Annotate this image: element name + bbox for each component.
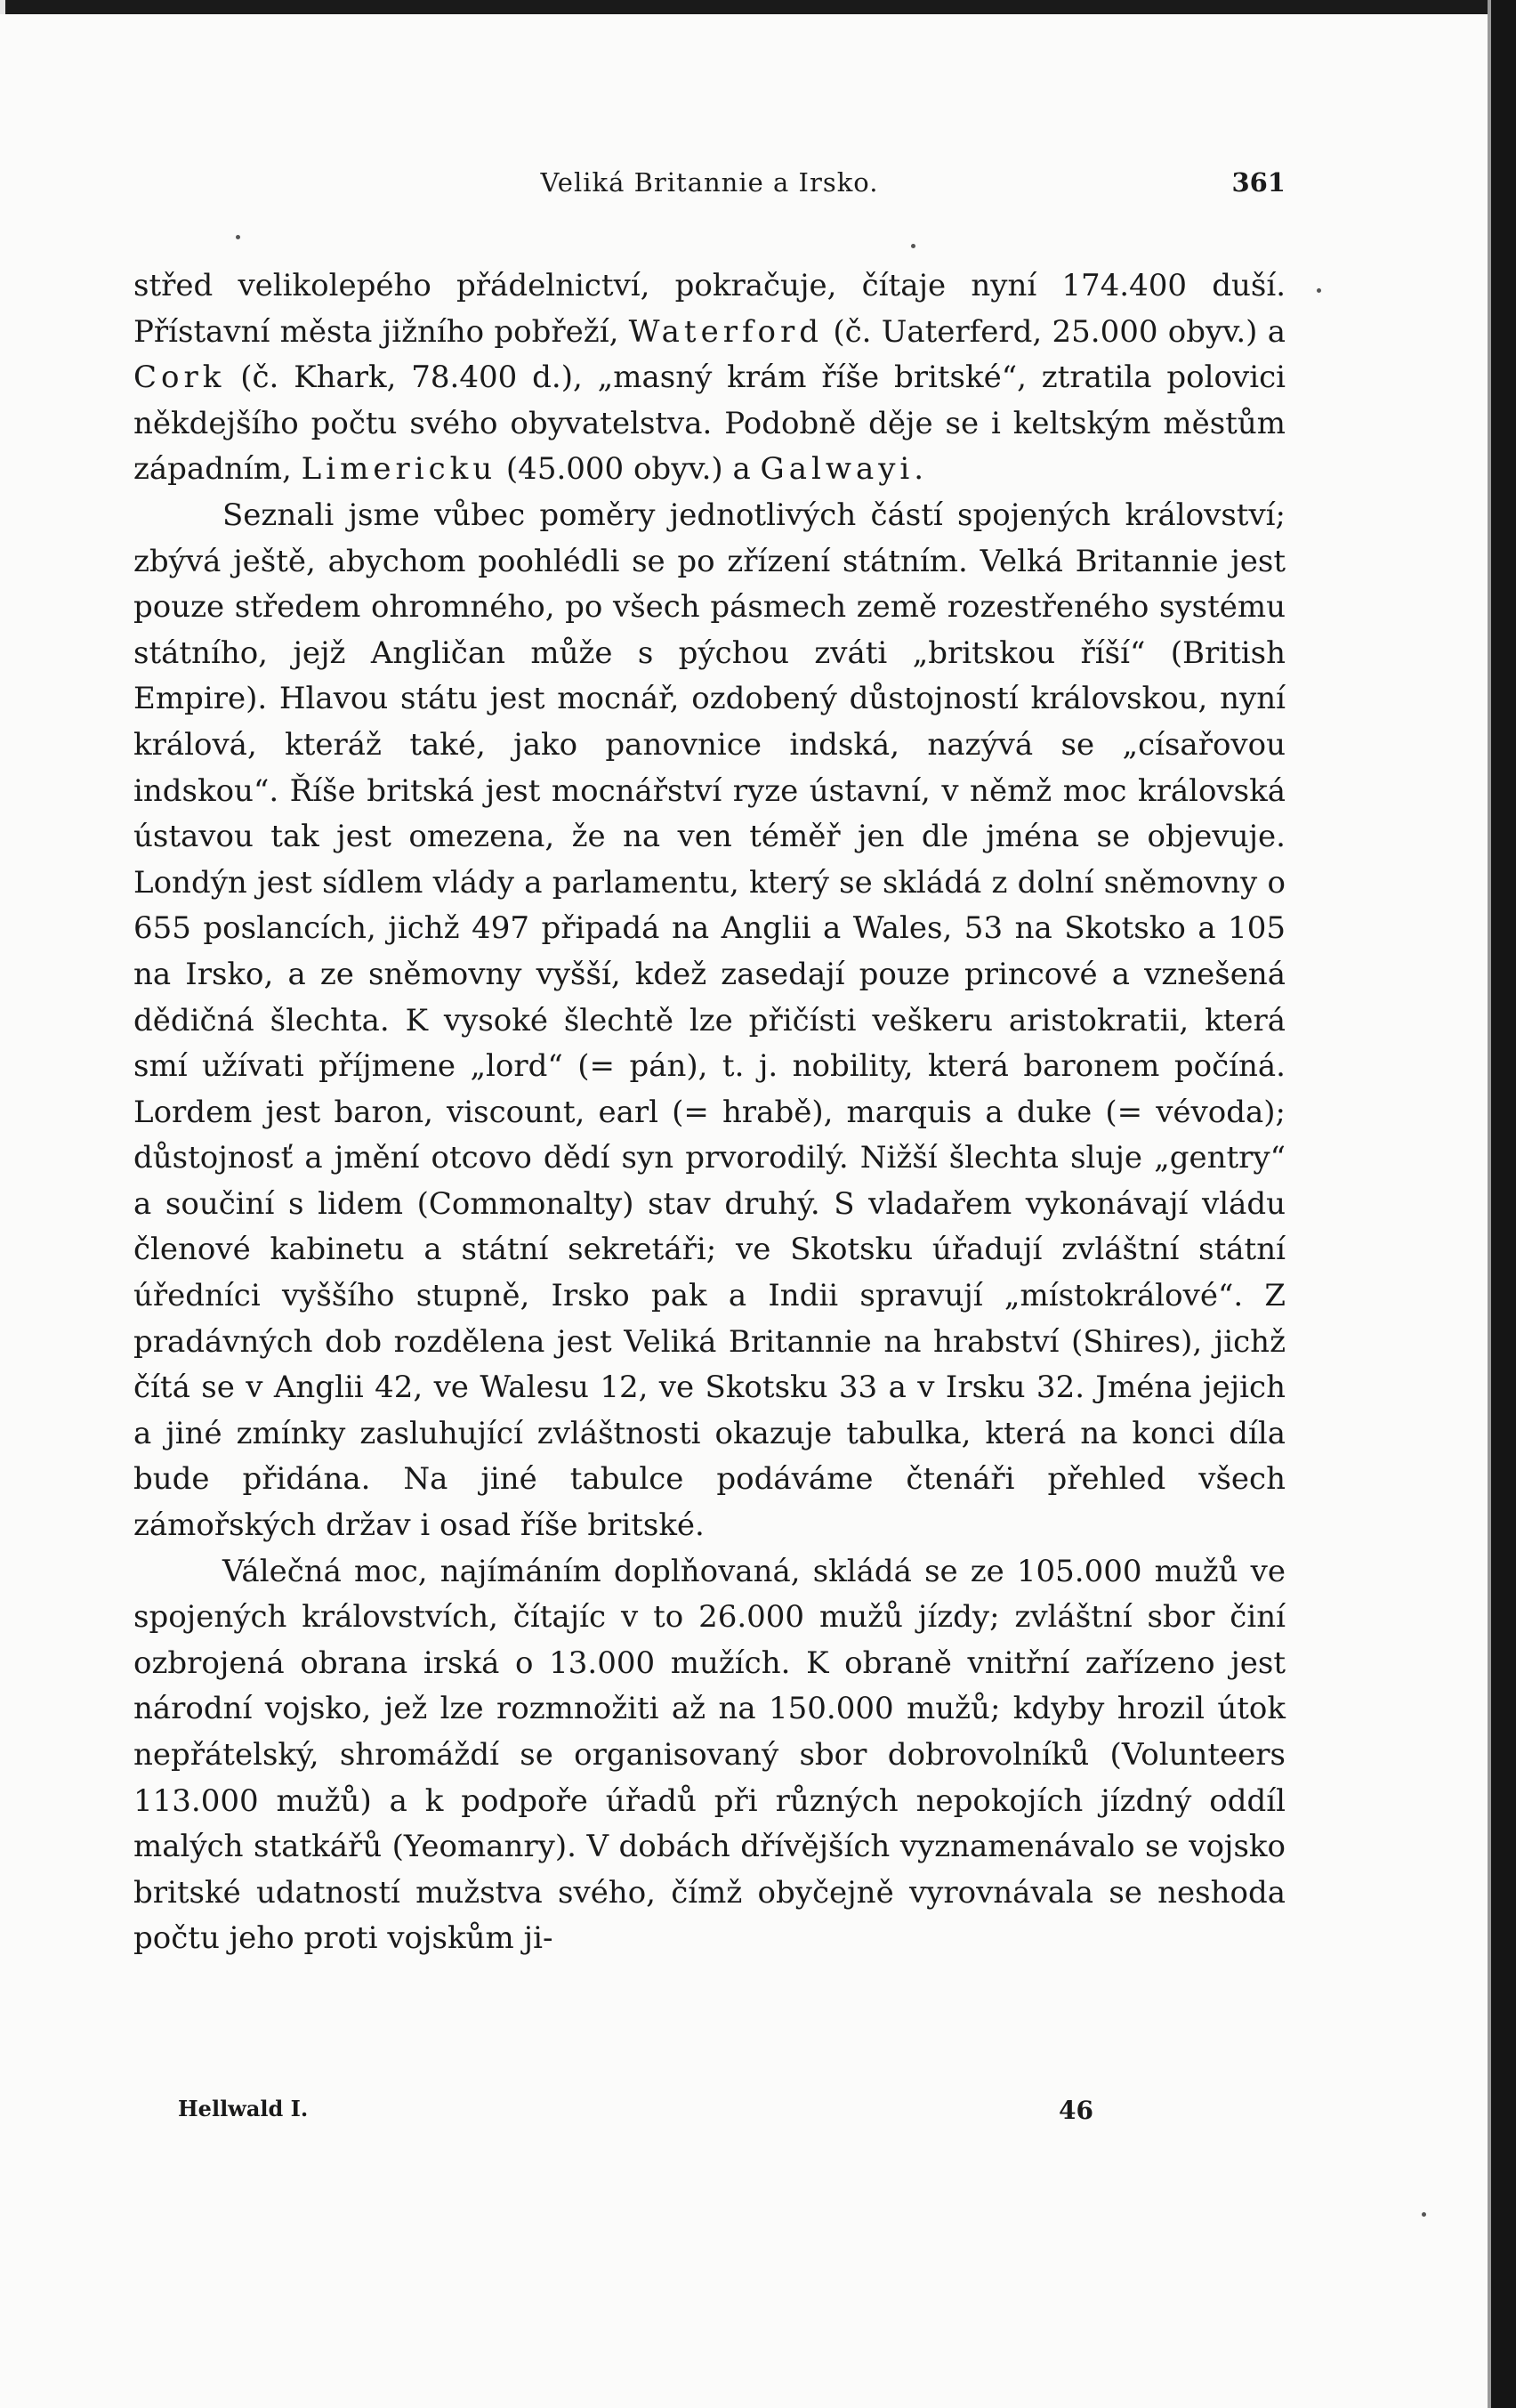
text-run: (č. Khark, 78.400 d.), „masný krám říše britské“, ztratila polovici někdejšího počtu svého obyvatelstva. Podobně děje se i keltským městům západním, <box>133 360 1286 488</box>
text-run: Válečná moc, najímáním doplňovaná, skládá se ze 105.000 mužů ve spojených královstvích, čítajíc v to 26.000 mužů jízdy; zvláštní sbor činí ozbrojená obrana irská o 13.000 mužích. K obraně vnitřní zařízeno jest národní vojsko, jež lze rozmnožiti až na 150.000 mužů; kdyby hrozil útok nepřátelský, shromáždí se organisovaný sbor dobrovolníků (Volunteers 113.000 mužů) a k podpoře úřadů při různých nepokojích jízdný oddíl malých statkářů (Yeomanry). V dobách dřívějších vyznamenávalo se vojsko britské udatností mužstva svého, čímž obyčejně vyrovnávala se neshoda počtu jeho proti vojskům ji- <box>133 1553 1286 1957</box>
printer-signature: Hellwald I. <box>178 2096 309 2121</box>
text-run: střed velikolepého přádelnictví, pokračuje, čítaje nyní 174.400 duší. Přístavní města jižního pobřeží, <box>133 268 1286 350</box>
scan-border-right <box>1491 0 1516 2408</box>
page-footer <box>178 2096 1112 2140</box>
scan-border-top <box>0 0 1516 14</box>
paragraph <box>133 263 1286 493</box>
place-name-galway: Galwayi. <box>760 451 929 488</box>
page-number: 361 <box>1231 167 1286 198</box>
paragraph <box>133 1549 1286 1962</box>
ink-speck <box>236 235 240 239</box>
paragraph <box>133 493 1286 1549</box>
ink-speck <box>1422 2212 1426 2217</box>
running-title: Veliká Britannie a Irsko. <box>540 167 879 198</box>
body-text <box>133 263 1286 1962</box>
text-run: Seznali jsme vůbec poměry jednotlivých částí spojených království; zbývá ještě, abychom poohlédli se po zřízení státním. Velká Britannie jest pouze středem ohromného, po všech pásmech země rozestřeného systému státního, jejž Angličan může s pýchou zváti „britskou říší“ (British Empire). Hlavou státu jest mocnář, ozdobený důstojností královskou, nyní králová, kteráž také, jako panovnice indská, nazývá se „císařovou indskou“. Říše britská jest mocnářství ryze ústavní, v němž moc královská ústavou tak jest omezena, že na ven téměř jen dle jména se objevuje. Londýn jest sídlem vlády a parlamentu, který se skládá z dolní sněmovny o 655 poslancích, jichž 497 připadá na Anglii a Wales, 53 na Skotsko a 105 na Irsko, a ze sněmovny vyšší, kdež zasedají pouze princové a vznešená dědičná šlechta. K vysoké šlechtě lze přičísti veškeru aristokratii, která smí užívati příjmene „lord“ (= pán), t. j. nobility, která baronem počíná. Lordem jest baron, viscount, earl (= hrabě), marquis a duke (= vévoda); důstojnosť a jmění otcovo dědí syn prvorodilý. Nižší šlechta sluje „gentry“ a součiní s lidem (Commonalty) stav druhý. S vladařem vykonávají vládu členové kabinetu a státní sekretáři; ve Skotsku úřadují zvláštní státní úředníci vyššího stupně, Irsko pak a Indii spravují „místokrálové“. Z pradávných dob rozdělena jest Veliká Britannie na hrabství (Shires), jichž čítá se v Anglii 42, ve Walesu 12, ve Skotsku 33 a v Irsku 32. Jména jejich a jiné zmínky zasluhující zvláštnosti okazuje tabulka, která na konci díla bude přidána. Na jiné tabulce podáváme čtenáři přehled všech zámořských držav i osad říše britské. <box>133 497 1286 1544</box>
ink-speck <box>1317 288 1321 293</box>
text-run: (45.000 obyv.) a <box>496 451 761 488</box>
sheet-number: 46 <box>1059 2096 1093 2125</box>
place-name-cork: Cork <box>133 360 226 396</box>
place-name-waterford: Waterford <box>628 313 824 350</box>
page-header <box>133 167 1286 221</box>
place-name-limerick: Limericku <box>301 451 497 488</box>
text-run: (č. Uaterferd, 25.000 obyv.) a <box>823 313 1286 350</box>
ink-speck <box>911 244 915 248</box>
